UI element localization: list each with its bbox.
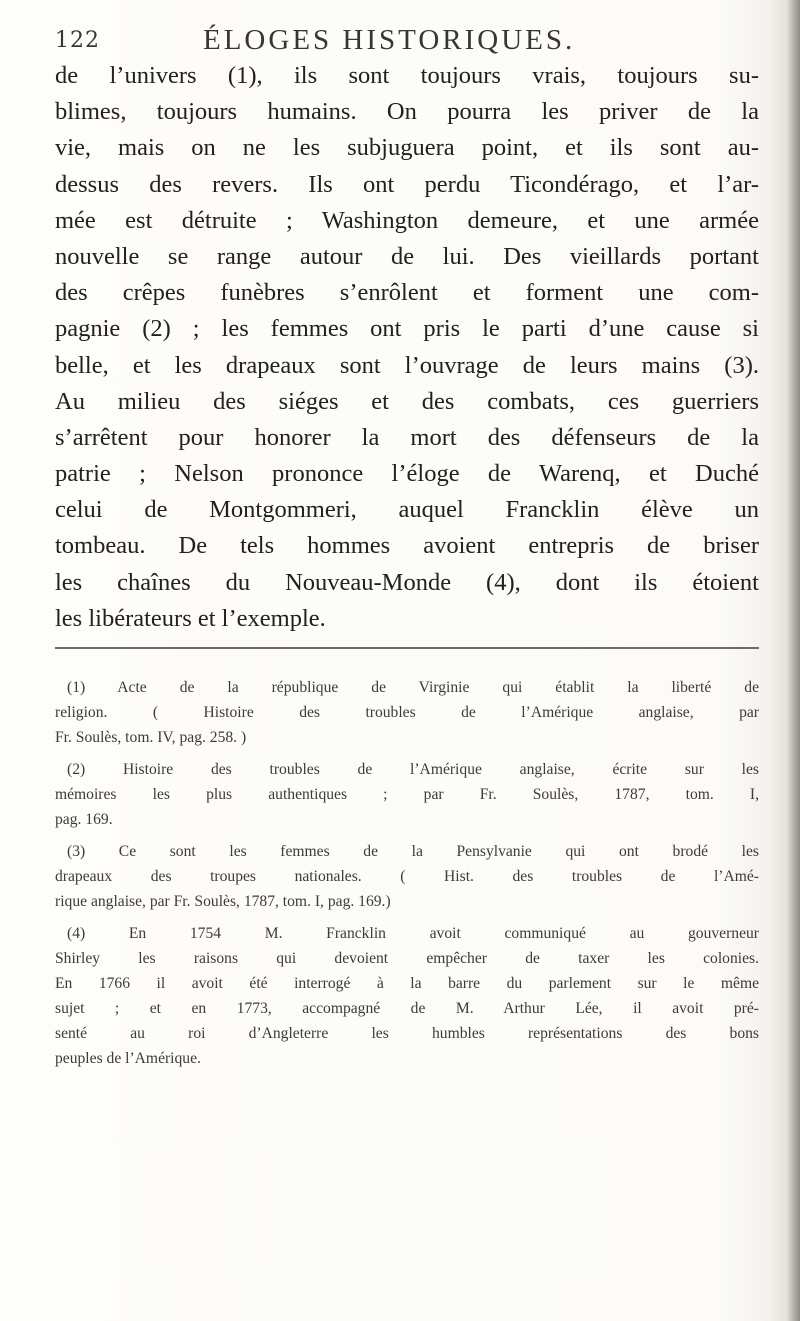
- footnote-line: Fr. Soulès, tom. IV, pag. 258. ): [55, 729, 247, 746]
- page-edge-shadow: [786, 0, 800, 1321]
- footnote-line: (1) Acte de la république de Virginie qui établit la liberté de: [67, 679, 759, 696]
- text-line: tombeau. De tels hommes avoient entrepris de briser: [55, 532, 759, 560]
- text-line: blimes, toujours humains. On pourra les priver de la: [55, 98, 759, 126]
- footnote-line: pag. 169.: [55, 811, 113, 828]
- text-line: belle, et les drapeaux sont l’ouvrage de leurs mains (3).: [55, 351, 759, 379]
- footnote-line: (4) En 1754 M. Francklin avoit communiqué au gouverneur: [67, 925, 759, 942]
- footnotes: [55, 675, 759, 1078]
- text-line: les libérateurs et l’exemple.: [55, 604, 326, 632]
- footnote-separator: [55, 647, 759, 649]
- footnote-line: Shirley les raisons qui devoient empêcher de taxer les colonies.: [55, 950, 759, 967]
- text-line: s’arrêtent pour honorer la mort des défenseurs de la: [55, 423, 759, 451]
- page-header: [55, 24, 755, 54]
- footnote-line: (2) Histoire des troubles de l’Amérique anglaise, écrite sur les: [67, 761, 759, 778]
- running-title: ÉLOGES HISTORIQUES.: [203, 24, 576, 56]
- footnote-line: En 1766 il avoit été interrogé à la barre du parlement sur le même: [55, 975, 759, 992]
- text-line: dessus des revers. Ils ont perdu Ticondérago, et l’ar-: [55, 170, 759, 198]
- footnote-line: senté au roi d’Angleterre les humbles représentations des bons: [55, 1025, 759, 1042]
- text-line: pagnie (2) ; les femmes ont pris le parti d’une cause si: [55, 315, 759, 343]
- text-line: des crêpes funèbres s’enrôlent et forment une com-: [55, 279, 759, 307]
- text-line: les chaînes du Nouveau-Monde (4), dont ils étoient: [55, 568, 759, 596]
- footnote-2: [55, 757, 759, 832]
- footnote-line: peuples de l’Amérique.: [55, 1050, 201, 1067]
- text-line: de l’univers (1), ils sont toujours vrais, toujours su-: [55, 62, 759, 89]
- text-line: patrie ; Nelson prononce l’éloge de Warenq, et Duché: [55, 460, 759, 488]
- footnote-line: drapeaux des troupes nationales. ( Hist. des troubles de l’Amé-: [55, 868, 759, 885]
- footnote-4: [55, 921, 759, 1071]
- footnote-line: (3) Ce sont les femmes de la Pensylvanie qui ont brodé les: [67, 843, 759, 860]
- footnote-1: [55, 675, 759, 750]
- footnote-line: rique anglaise, par Fr. Soulès, 1787, tom. I, pag. 169.): [55, 893, 391, 910]
- text-line: celui de Montgommeri, auquel Francklin élève un: [55, 496, 759, 524]
- footnote-line: mémoires les plus authentiques ; par Fr. Soulès, 1787, tom. I,: [55, 786, 759, 803]
- footnote-line: religion. ( Histoire des troubles de l’Amérique anglaise, par: [55, 704, 759, 721]
- footnote-line: sujet ; et en 1773, accompagné de M. Arthur Lée, il avoit pré-: [55, 1000, 759, 1017]
- text-line: Au milieu des siéges et des combats, ces guerriers: [55, 387, 759, 415]
- text-line: vie, mais on ne les subjuguera point, et ils sont au-: [55, 134, 759, 162]
- text-line: mée est détruite ; Washington demeure, et une armée: [55, 206, 759, 234]
- text-line: nouvelle se range autour de lui. Des vieillards portant: [55, 242, 759, 270]
- page-number: 122: [55, 28, 100, 53]
- main-text: [55, 58, 759, 637]
- footnote-3: [55, 839, 759, 914]
